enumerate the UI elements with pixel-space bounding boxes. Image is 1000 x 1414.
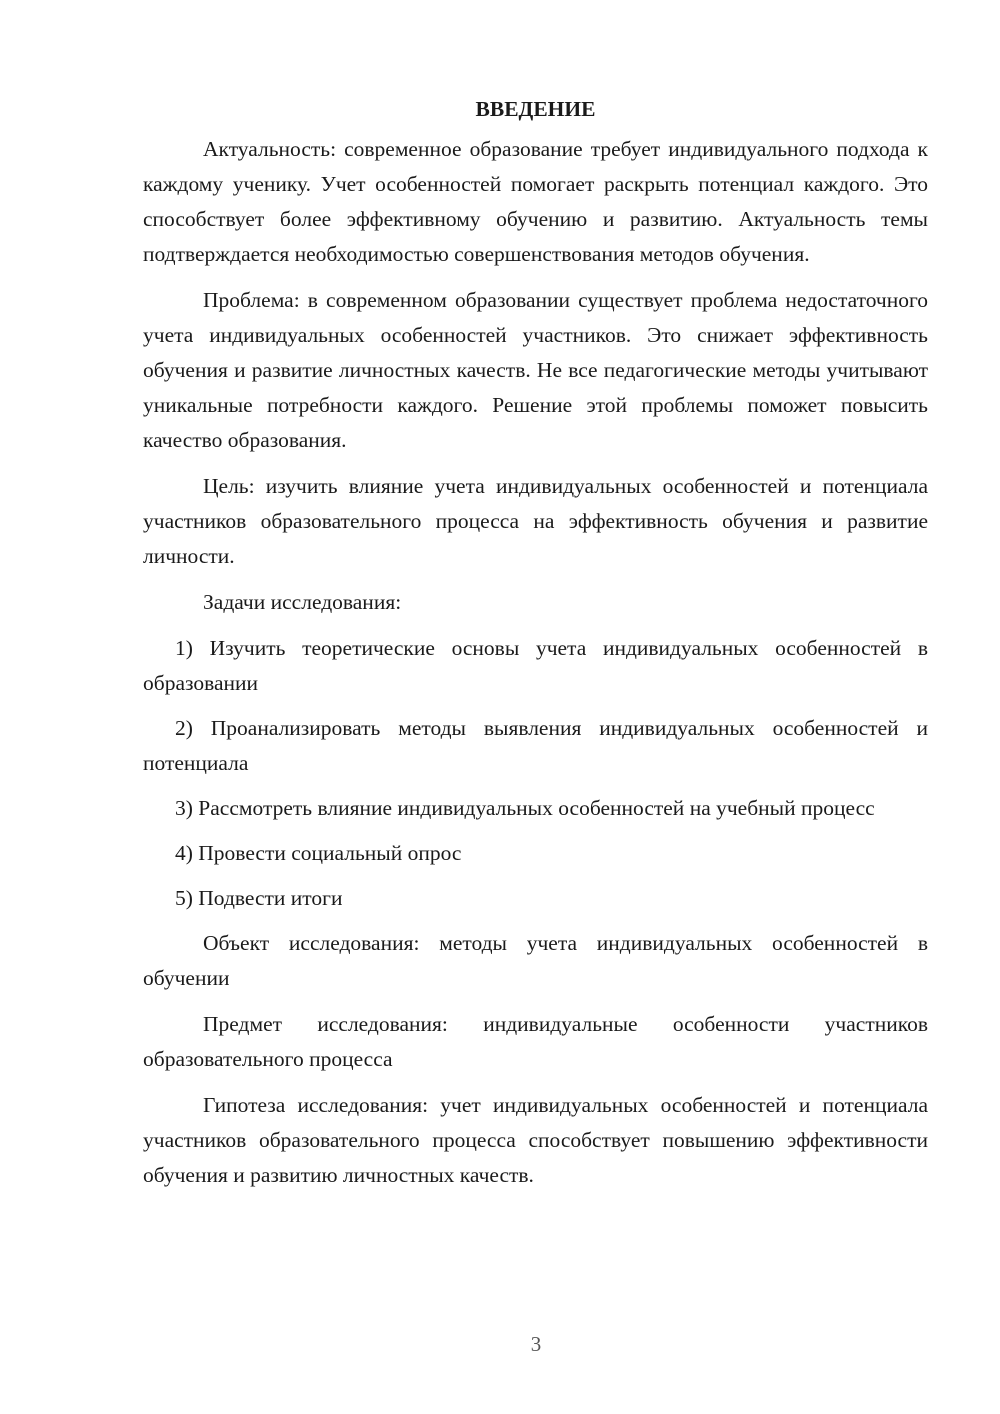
paragraph-subject: Предмет исследования: индивидуальные особенности участников образовательного процесса bbox=[143, 1012, 928, 1071]
task-item-5: 5) Подвести итоги bbox=[175, 886, 343, 910]
tasks-heading: Задачи исследования: bbox=[203, 590, 402, 614]
paragraph-goal: Цель: изучить влияние учета индивидуальных особенностей и потенциала участников образовательного процесса на эффективность обучения и развитие личности. bbox=[143, 474, 928, 568]
page-number: 3 bbox=[530, 1332, 542, 1356]
task-item-4: 4) Провести социальный опрос bbox=[175, 841, 462, 865]
paragraph-problem: Проблема: в современном образовании существует проблема недостаточного учета индивидуальных особенностей участников. Это снижает эффективность обучения и развитие личностных качеств. Не все педагогические методы учитывают уникальные потребности каждого. Решение этой проблемы поможет повысить качество образования. bbox=[143, 288, 928, 452]
task-item-1: 1) Изучить теоретические основы учета индивидуальных особенностей в образовании bbox=[143, 636, 928, 695]
task-item-2: 2) Проанализировать методы выявления индивидуальных особенностей и потенциала bbox=[143, 716, 928, 775]
paragraph-relevance: Актуальность: современное образование требует индивидуального подхода к каждому ученику. Учет особенностей помогает раскрыть потенциал каждого. Это способствует более эффективному обучению и развитию. Актуальность темы подтверждается необходимостью совершенствования методов обучения. bbox=[143, 137, 928, 266]
page-content bbox=[143, 92, 928, 1204]
task-item-3: 3) Рассмотреть влияние индивидуальных особенностей на учебный процесс bbox=[175, 796, 875, 820]
paragraph-object: Объект исследования: методы учета индивидуальных особенностей в обучении bbox=[143, 931, 928, 990]
paragraph-hypothesis: Гипотеза исследования: учет индивидуальных особенностей и потенциала участников образовательного процесса способствует повышению эффективности обучения и развитию личностных качеств. bbox=[143, 1093, 928, 1187]
page-title: ВВЕДЕНИЕ bbox=[475, 97, 596, 121]
